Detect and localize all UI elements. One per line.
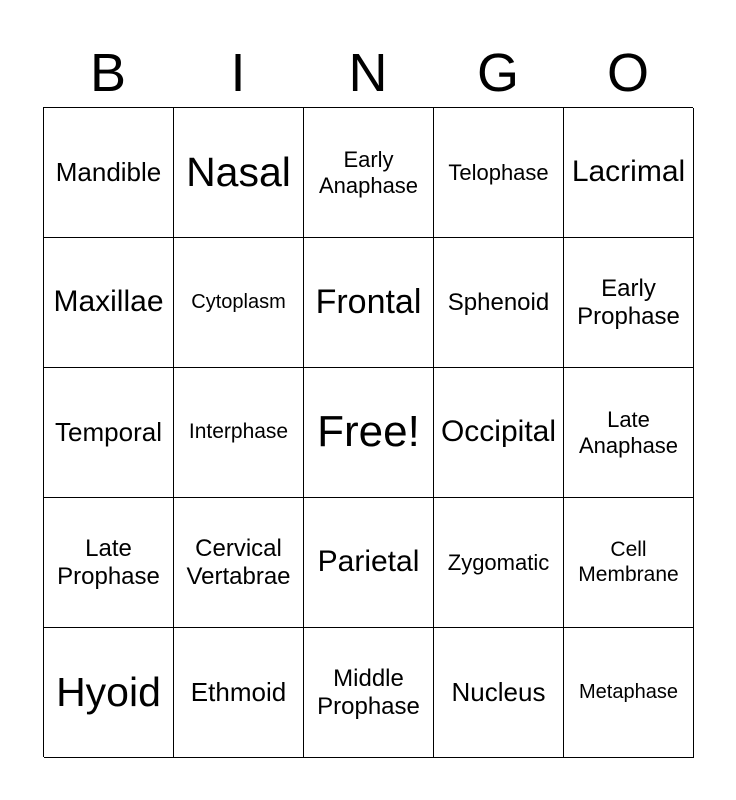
bingo-cell-zygomatic[interactable]: Zygomatic (434, 498, 564, 628)
header-letter-n: N (348, 43, 388, 103)
bingo-cell-ethmoid[interactable]: Ethmoid (174, 628, 304, 758)
header-letter-g: G (476, 43, 519, 103)
header-letter-b: B (89, 43, 127, 103)
bingo-cell-hyoid[interactable]: Hyoid (44, 628, 174, 758)
bingo-cell-lacrimal[interactable]: Lacrimal (564, 108, 694, 238)
bingo-cell-cervical-vertabrae[interactable]: Cervical Vertabrae (174, 498, 304, 628)
bingo-cell-cell-membrane[interactable]: Cell Membrane (564, 498, 694, 628)
bingo-cell-nucleus[interactable]: Nucleus (434, 628, 564, 758)
bingo-cell-metaphase[interactable]: Metaphase (564, 628, 694, 758)
bingo-cell-early-anaphase[interactable]: Early Anaphase (304, 108, 434, 238)
bingo-cell-parietal[interactable]: Parietal (304, 498, 434, 628)
bingo-cell-free[interactable]: Free! (304, 368, 434, 498)
bingo-cell-cytoplasm[interactable]: Cytoplasm (174, 238, 304, 368)
bingo-board (43, 107, 693, 757)
bingo-cell-late-prophase[interactable]: Late Prophase (44, 498, 174, 628)
bingo-cell-late-anaphase[interactable]: Late Anaphase (564, 368, 694, 498)
bingo-cell-telophase[interactable]: Telophase (434, 108, 564, 238)
bingo-cell-temporal[interactable]: Temporal (44, 368, 174, 498)
header-letter-i: I (230, 43, 246, 103)
bingo-header (43, 40, 693, 106)
bingo-cell-sphenoid[interactable]: Sphenoid (434, 238, 564, 368)
bingo-cell-interphase[interactable]: Interphase (174, 368, 304, 498)
bingo-cell-middle-prophase[interactable]: Middle Prophase (304, 628, 434, 758)
bingo-cell-early-prophase[interactable]: Early Prophase (564, 238, 694, 368)
bingo-cell-occipital[interactable]: Occipital (434, 368, 564, 498)
bingo-cell-nasal[interactable]: Nasal (174, 108, 304, 238)
bingo-cell-maxillae[interactable]: Maxillae (44, 238, 174, 368)
bingo-cell-frontal[interactable]: Frontal (304, 238, 434, 368)
header-letter-o: O (606, 43, 649, 103)
bingo-cell-mandible[interactable]: Mandible (44, 108, 174, 238)
